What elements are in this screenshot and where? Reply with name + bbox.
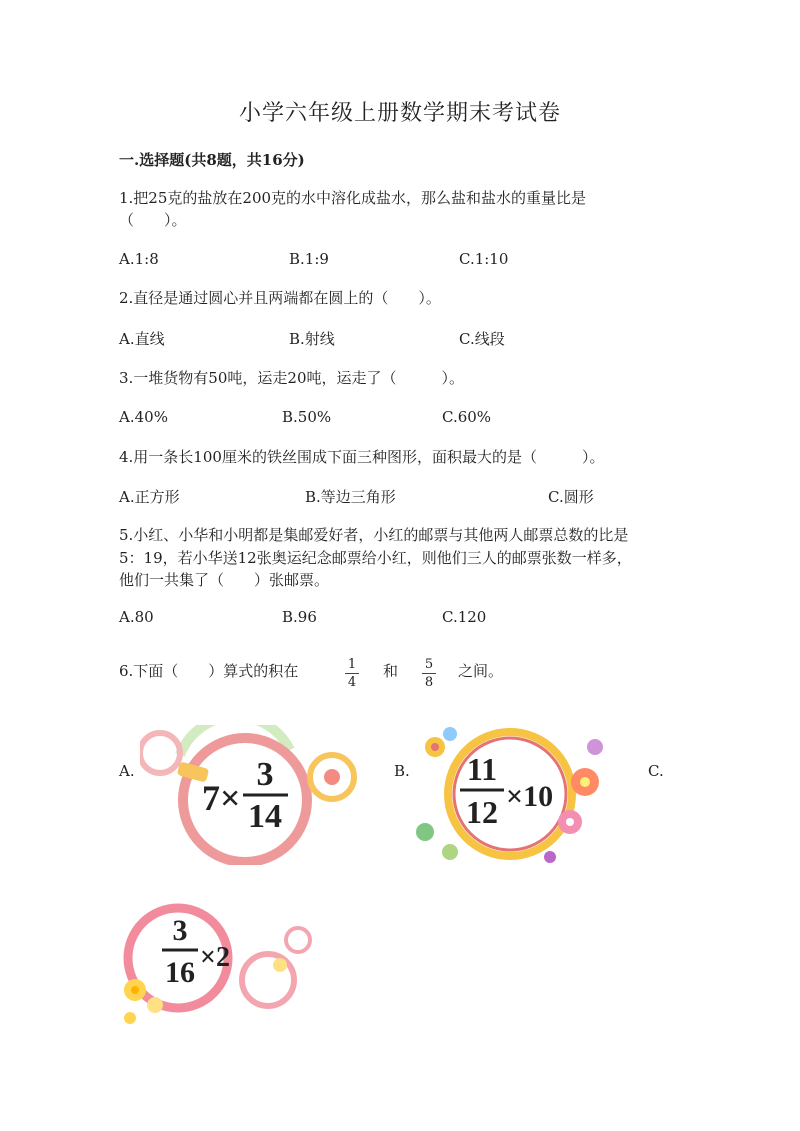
fraction-numerator: 1 xyxy=(347,657,357,672)
question-2-option-b: B.射线 xyxy=(289,330,335,348)
question-1-option-b: B.1:9 xyxy=(289,250,329,268)
question-1-text-line1: 1.把25克的盐放在200克的水中溶化成盐水，那么盐和盐水的重量比是 xyxy=(119,189,587,207)
question-4-option-b: B.等边三角形 xyxy=(305,488,396,506)
question-5-option-b: B.96 xyxy=(282,608,317,626)
section-heading: 一.选择题(共8题，共16分) xyxy=(119,151,305,169)
option-a-expression-image xyxy=(140,725,365,865)
question-4-option-a: A.正方形 xyxy=(119,488,180,506)
page-title: 小学六年级上册数学期末考试卷 xyxy=(238,101,561,126)
question-6-option-c: C. xyxy=(648,762,664,780)
question-3-option-a: A.40% xyxy=(119,408,168,426)
option-a-denominator: 14 xyxy=(248,798,282,835)
question-6-text-post: 之间。 xyxy=(458,662,504,680)
option-b-multiplier: ×10 xyxy=(506,780,554,813)
question-2-text: 2.直径是通过圆心并且两端都在圆上的（ ）。 xyxy=(119,289,441,307)
question-4-text: 4.用一条长100厘米的铁丝围成下面三种图形，面积最大的是（ ）。 xyxy=(119,448,605,466)
question-1-option-c: C.1:10 xyxy=(459,250,509,268)
question-2-option-a: A.直线 xyxy=(119,330,165,348)
question-6-fraction-lower xyxy=(345,657,359,690)
question-5-text-line1: 5.小红、小华和小明都是集邮爱好者，小红的邮票与其他两人邮票总数的比是 xyxy=(119,526,629,544)
fraction-bar xyxy=(345,673,359,674)
option-c-numerator: 3 xyxy=(172,914,188,947)
question-6-fraction-upper xyxy=(422,657,436,690)
fraction-denominator: 4 xyxy=(347,675,357,690)
question-3-option-c: C.60% xyxy=(442,408,492,426)
fraction-bar xyxy=(422,673,436,674)
question-6-option-b: B. xyxy=(394,762,410,780)
question-4-option-c: C.圆形 xyxy=(548,488,594,506)
option-b-denominator: 12 xyxy=(466,794,498,830)
question-2-option-c: C.线段 xyxy=(459,330,505,348)
question-1-option-a: A.1:8 xyxy=(119,250,159,268)
question-5-text-line3: 他们一共集了（ ）张邮票。 xyxy=(119,571,330,589)
question-6-text-mid: 和 xyxy=(383,662,399,680)
question-6-option-a: A. xyxy=(119,762,135,780)
option-c-expression-image xyxy=(120,900,320,1030)
question-3-option-b: B.50% xyxy=(282,408,332,426)
question-1-text-line2: （ ）。 xyxy=(119,211,187,229)
fraction-numerator: 5 xyxy=(424,657,434,672)
question-5-option-c: C.120 xyxy=(442,608,487,626)
option-b-numerator: 11 xyxy=(466,751,498,787)
question-5-text-line2: 5：19，若小华送12张奥运纪念邮票给小红，则他们三人的邮票张数一样多， xyxy=(119,549,632,567)
question-3-text: 3.一堆货物有50吨，运走20吨，运走了（ ）。 xyxy=(119,369,464,387)
option-a-numerator: 3 xyxy=(256,756,274,793)
option-a-multiplier: 7× xyxy=(202,778,241,818)
question-6-text-pre: 6.下面（ ）算式的积在 xyxy=(119,662,299,680)
question-5-option-a: A.80 xyxy=(119,608,154,626)
option-c-denominator: 16 xyxy=(165,956,195,989)
option-b-expression-image xyxy=(410,722,610,867)
option-c-multiplier: ×2 xyxy=(200,942,230,973)
fraction-denominator: 8 xyxy=(424,675,434,690)
